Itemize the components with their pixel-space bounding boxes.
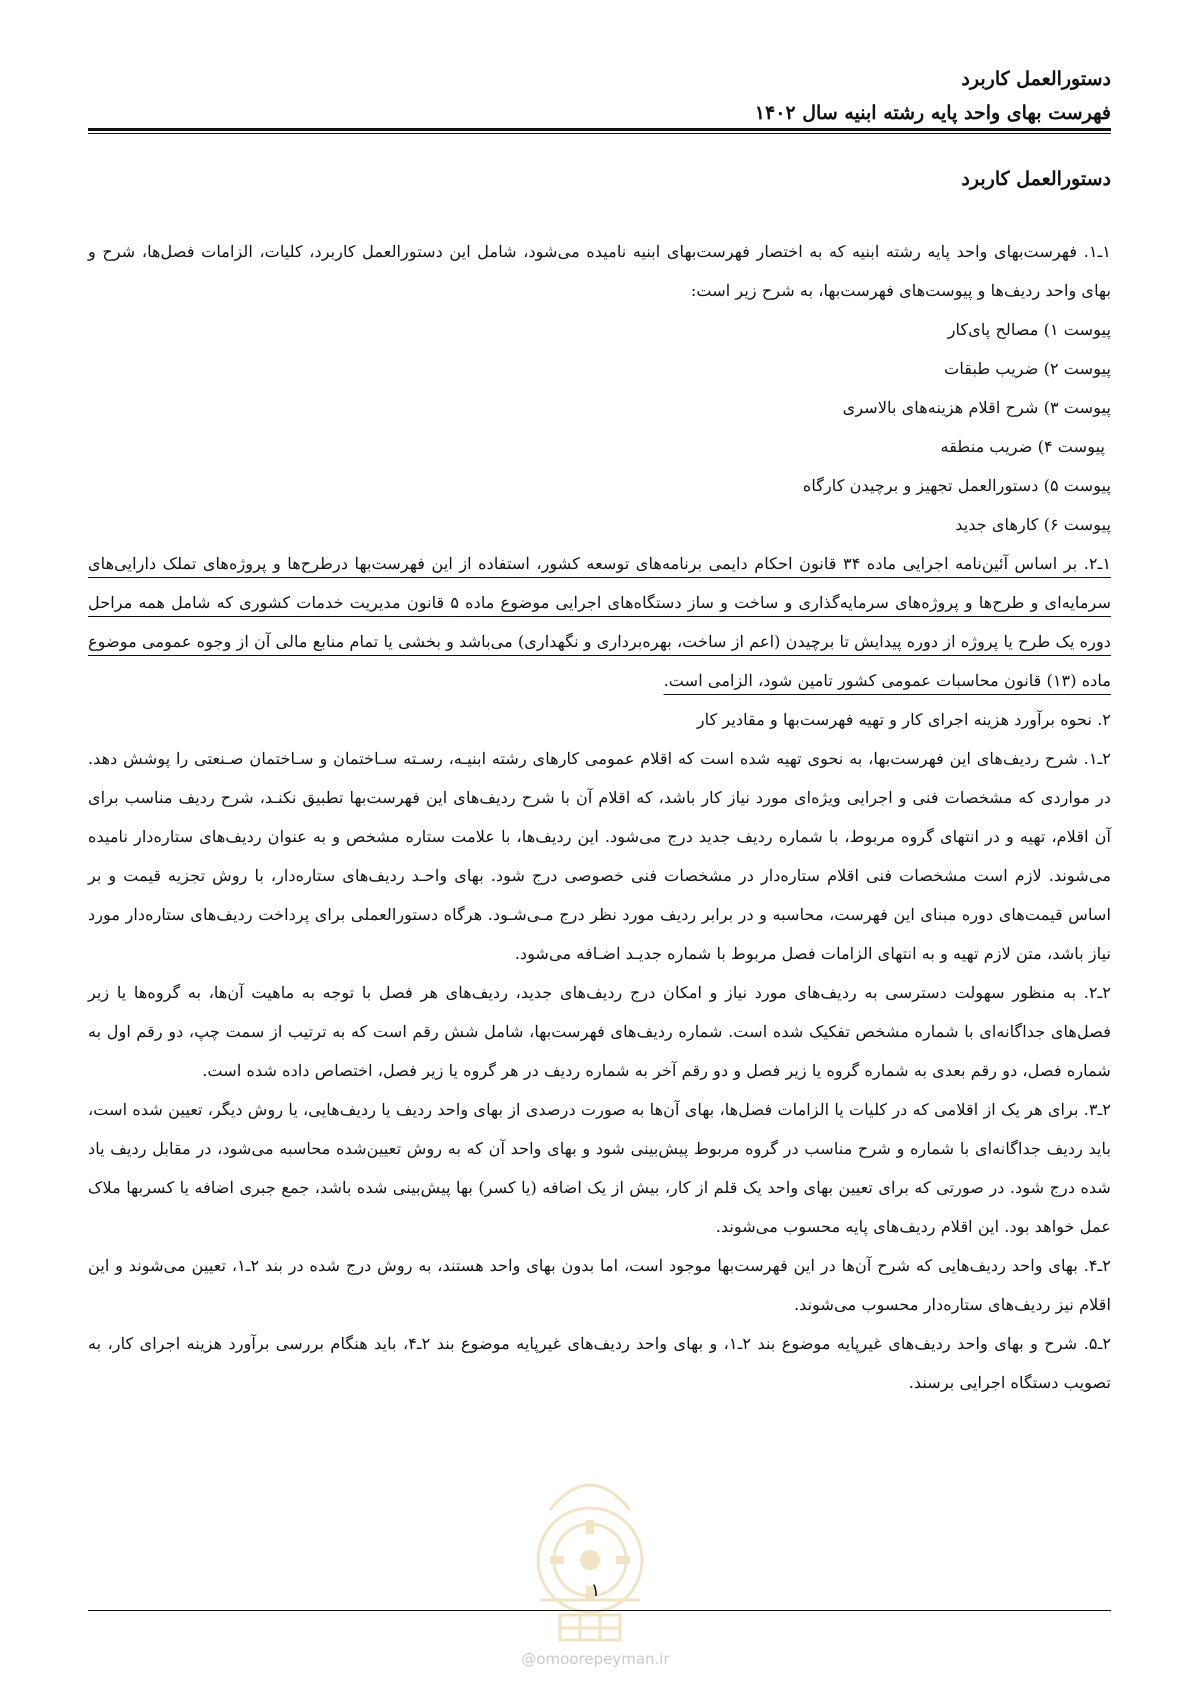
paragraph-1-2: ۱ـ۲. بر اساس آئین‌نامه اجرایی ماده ۳۴ قانون احکام دایمی برنامه‌های توسعه کشور، استفاده از این فهرست‌بها درطرح‌ها و پروژه‌های تملک دارایی‌های سرمایه‌ای و طرح‌ها و پروژه‌های سرمایه‌گذاری و ساخت و ساز دستگاه‌های اجرایی موضوع ماده ۵ قانون مدیریت خدمات کشوری که شامل همه مراحل دوره یک طرح یا پروژه از دوره پیدایش تا برچیدن (اعم از ساخت، بهره‌برداری و نگهداری) می‌باشد و بخشی یا تمام منابع مالی آن از وجوه عمومی موضوع ماده (۱۳) قانون محاسبات عمومی کشور تامین شود، الزامی است. [88, 554, 1112, 690]
section-title: دستورالعمل کاربرد [961, 168, 1111, 190]
annex-6: پیوست ۶) کارهای جدید [955, 515, 1111, 534]
annex-5: پیوست ۵) دستورالعمل تجهیز و برچیدن کارگاه [802, 476, 1111, 495]
page-number: ۱ [590, 1580, 601, 1601]
watermark-url: @omoorepeyman.ir [521, 1650, 670, 1668]
header-rule-thin [88, 133, 1111, 134]
annex-1: پیوست ۱) مصالح پای‌کار [947, 320, 1111, 339]
paragraph-1-1: ۱ـ۱. فهرست‌بهای واحد پایه رشته ابنیه که به اختصار فهرست‌بهای ابنیه نامیده می‌شود، شامل این دستورالعمل کاربرد، کلیات، الزامات فصل‌ها، شرح و بهای واحد ردیف‌ها و پیوست‌های فهرست‌بها، به شرح زیر است: [88, 242, 1111, 300]
paragraph-2-5: ۲ـ۵. شرح و بهای واحد ردیف‌های غیرپایه موضوع بند ۲ـ۱، و بهای واحد ردیف‌های غیرپایه موضوع بند ۲ـ۴، باید هنگام بررسی برآورد هزینه اجرای کار، به تصویب دستگاه اجرایی برسند. [88, 1334, 1112, 1392]
header-title: دستورالعمل کاربرد [961, 68, 1111, 90]
watermark-seal-icon [510, 1450, 670, 1650]
paragraph-2-3: ۲ـ۳. برای هر یک از اقلامی که در کلیات یا الزامات فصل‌ها، بهای آن‌ها به صورت درصدی از بهای واحد ردیف یا ردیف‌هایی، یا روش دیگر، تعیین شده است، باید ردیف جداگانه‌ای با شماره و شرح مناسب در گروه مربوط پیش‌بینی شود و بهای واحد آن که به روش تعیین‌شده محاسبه می‌شود، در مقابل ردیف یاد شده درج شود. در صورتی که برای تعیین بهای واحد یک قلم از کار، بیش از یک اضافه (یا کسر) بها پیش‌بینی شده باشد، جمع جبری اضافه یا کسربها ملاک عمل خواهد بود. این اقلام ردیف‌های پایه محسوب می‌شوند. [88, 1100, 1111, 1236]
section-2-heading: ۲. نحوه برآورد هزینه اجرای کار و تهیه فهرست‌بها و مقادیر کار [696, 710, 1111, 729]
header-rule-thick [88, 128, 1111, 131]
page-header [80, 62, 1111, 130]
document-body [88, 232, 1111, 1402]
paragraph-2-4: ۲ـ۴. بهای واحد ردیف‌هایی که شرح آن‌ها در این فهرست‌بها موجود است، اما بدون بهای واحد هستند، به روش درج شده در بند ۲ـ۱، تعیین می‌شوند و این اقلام نیز ردیف‌های ستاره‌دار محسوب می‌شوند. [88, 1256, 1111, 1314]
annex-2: پیوست ۲) ضریب طبقات [944, 359, 1111, 378]
header-subtitle: فهرست بهای واحد پایه رشته ابنیه سال ۱۴۰۲ [754, 102, 1111, 124]
annex-4: پیوست ۴) ضریب منطقه [940, 437, 1105, 456]
paragraph-2-1: ۲ـ۱. شرح ردیف‌های این فهرست‌بها، به نحوی تهیه شده است که اقلام عمومی کارهای رشته ابنیـه، رسـته سـاختمان و سـاختمان صـنعتی را پوشش دهد. در مواردی که مشخصات فنی و اجرایی ویژه‌ای مورد نیاز کار باشد، که اقلام آن با شرح ردیف‌های این فهرست‌بها تطبیق نکنـد، شرح ردیف مناسب برای آن اقلام، تهیه و در انتهای گروه مربوط، با شماره ردیف جدید درج می‌شود. این ردیف‌ها، با علامت ستاره مشخص و به عنوان ردیف‌های ستاره‌دار نامیده می‌شوند. لازم است مشخصات فنی اقلام ستاره‌دار در مشخصات فنی خصوصی درج شود. بهای واحـد ردیف‌های ستاره‌دار، با روش تجزیه قیمت و بر اساس قیمت‌های دوره مبنای این فهرست، محاسبه و در برابر ردیف مورد نظر درج مـی‌شـود. هرگاه دستورالعملی برای پرداخت ردیف‌های ستاره‌دار مورد نیاز باشد، متن لازم تهیه و به انتهای الزامات فصل مربوط با شماره جدیـد اضـافه می‌شود. [88, 749, 1111, 963]
annex-3: پیوست ۳) شرح اقلام هزینه‌های بالاسری [842, 398, 1111, 417]
paragraph-2-2: ۲ـ۲. به منظور سهولت دسترسی به ردیف‌های مورد نیاز و امکان درج ردیف‌های جدید، ردیف‌های هر فصل با توجه به ماهیت آن‌ها، به گروه‌ها یا زیر فصل‌های جداگانه‌ای با شماره مشخص تفکیک شده است. شماره ردیف‌های فهرست‌بها، شامل شش رقم است که به ترتیب از سمت چپ، دو رقم اول به شماره فصل، دو رقم بعدی به شماره گروه یا زیر فصل و دو رقم آخر به شماره ردیف در هر گروه یا زیر فصل، اختصاص داده شده است. [88, 983, 1111, 1080]
footer-rule [88, 1610, 1111, 1611]
